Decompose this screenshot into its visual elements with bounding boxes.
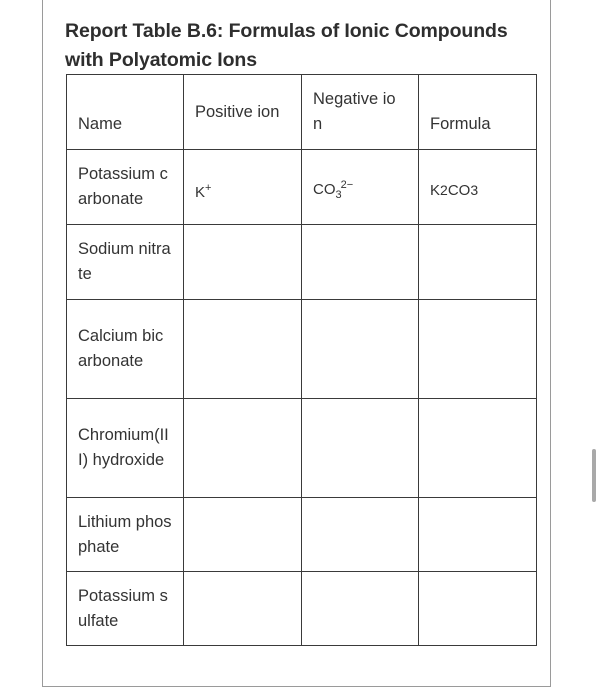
table-row (67, 150, 537, 225)
formula-cell[interactable] (419, 399, 537, 498)
compound-name: Calcium bicarbonate (67, 300, 184, 399)
table-row (67, 225, 537, 300)
table-row (67, 498, 537, 572)
formula-cell[interactable] (419, 300, 537, 399)
header-row (67, 75, 537, 150)
positive-ion: K+ (195, 181, 212, 201)
compound-name: Chromium(III) hydroxide (67, 399, 184, 498)
table-row (67, 399, 537, 498)
formula: K2CO3 (430, 181, 479, 199)
positive-ion-cell[interactable] (184, 572, 302, 646)
formula-cell[interactable] (419, 572, 537, 646)
negative-ion-cell[interactable] (302, 225, 419, 300)
positive-ion-cell[interactable] (184, 300, 302, 399)
positive-ion-cell[interactable] (184, 498, 302, 572)
formula-cell[interactable] (419, 498, 537, 572)
negative-ion-cell[interactable] (302, 399, 419, 498)
negative-ion: $CO_3^{2-}$ (313, 178, 354, 201)
compound-name: Lithium phosphate (67, 498, 184, 572)
table-row (67, 572, 537, 646)
compound-name: Sodium nitrate (67, 225, 184, 300)
scrollbar-thumb[interactable] (592, 449, 596, 502)
positive-ion-cell (184, 150, 302, 225)
negative-ion-cell (302, 150, 419, 225)
positive-ion-cell[interactable] (184, 399, 302, 498)
report-table (66, 74, 537, 646)
header-positive-ion: Positive ion (184, 75, 302, 150)
header-negative-ion: Negative ion (302, 75, 419, 150)
formula-cell[interactable] (419, 225, 537, 300)
negative-ion-cell[interactable] (302, 300, 419, 399)
table-row (67, 300, 537, 399)
header-formula: Formula (419, 75, 537, 150)
compound-name: Potassium carbonate (67, 150, 184, 225)
header-name: Name (67, 75, 184, 150)
positive-ion-cell[interactable] (184, 225, 302, 300)
report-table-title: Report Table B.6: Formulas of Ionic Compounds with Polyatomic Ions (65, 20, 508, 71)
negative-ion-cell[interactable] (302, 498, 419, 572)
negative-ion-cell[interactable] (302, 572, 419, 646)
formula-cell (419, 150, 537, 225)
compound-name: Potassium sulfate (67, 572, 184, 646)
